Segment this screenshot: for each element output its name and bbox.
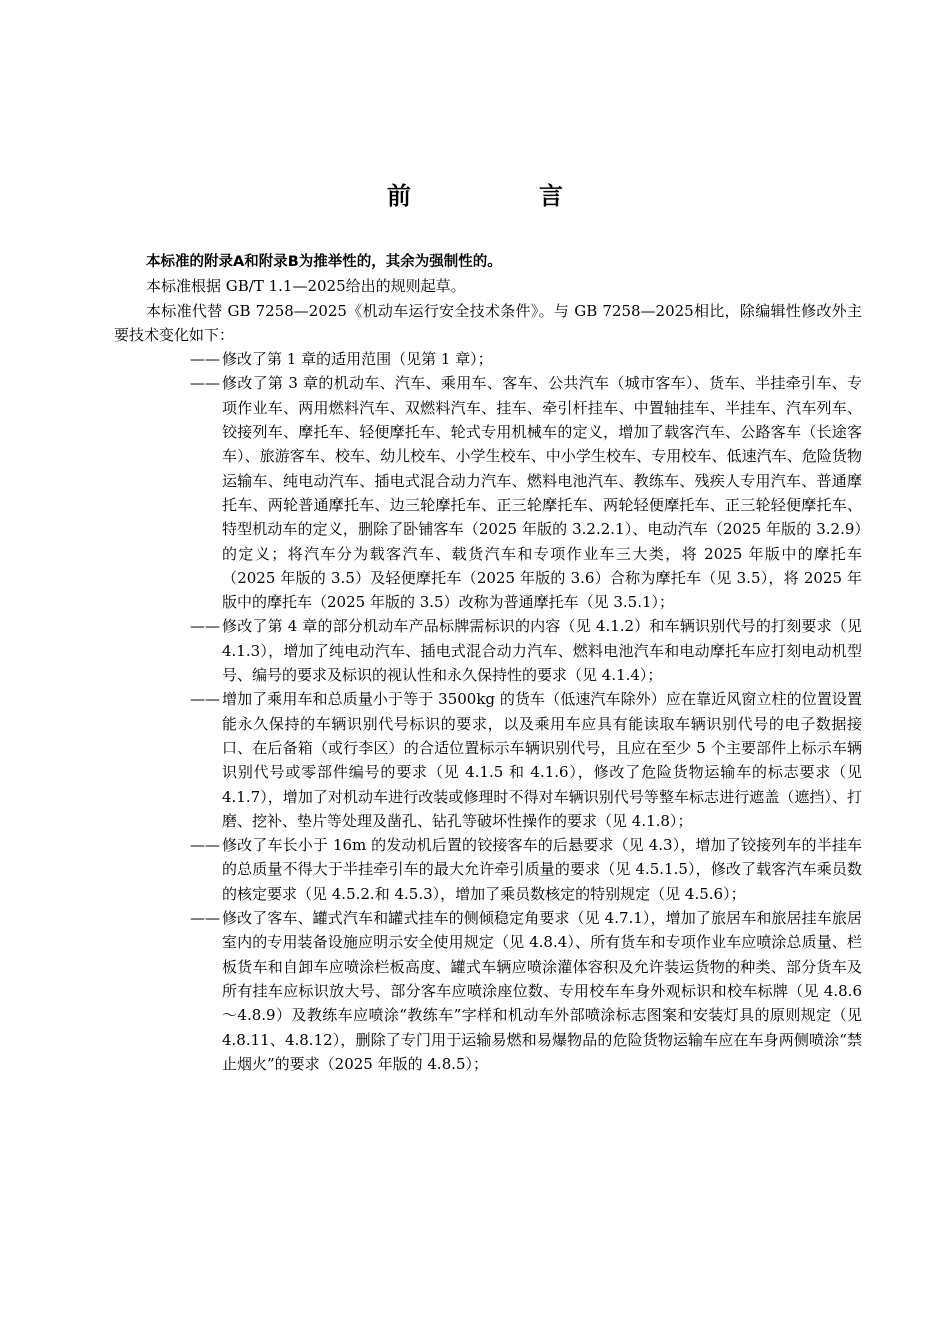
drafting-rules-statement: 本标准根据 GB/T 1.1—2025给出的规则起草。 (146, 277, 466, 296)
change-item (190, 371, 862, 614)
dash-marker: —— (190, 690, 220, 709)
dash-marker: —— (190, 374, 220, 393)
dash-marker: —— (190, 909, 220, 928)
change-item (190, 614, 862, 687)
document-body (114, 250, 862, 1076)
change-item-text: 修改了第 4 章的部分机动车产品标牌需标识的内容（见 4.1.2）和车辆识别代号的打刻要求（见 4.1.3），增加了纯电动汽车、插电式混合动力汽车、燃料电池汽车和电动摩托车应打刻电动机型号、编号的要求及标识的视认性和永久保持性的要求（见 4.1.4）； (222, 617, 862, 685)
annex-statement: 本标准的附录A和附录B为推举性的，其余为强制性的。 (146, 254, 502, 270)
change-item-text: 修改了客车、罐式汽车和罐式挂车的侧倾稳定角要求（见 4.7.1），增加了旅居车和旅居挂车旅居室内的专用装备设施应明示安全使用规定（见 4.8.4）、所有货车和专项作业车应喷涂总质量、栏板货车和自卸车应喷涂栏板高度、罐式车辆应喷涂灌体容积及允许装运货物的种类、部分货车及所有挂车应标识放大号、部分客车应喷涂座位数、专用校车车身外观标识和校车标牌（见 4.8.6～4.8.9）及教练车应喷涂“教练车”字样和机动车外部喷涂标志图案和安装灯具的原则规定（见 4.8.11、4.8.12），删除了专门用于运输易燃和易爆物品的危险货物运输车应在车身两侧喷涂“禁止烟火”的要求（2025 年版的 4.8.5）； (222, 909, 862, 1073)
page-title: 前 言 (387, 181, 615, 210)
change-item-text: 修改了车长小于 16m 的发动机后置的铰接客车的后悬要求（见 4.3），增加了铰接列车的半挂车的总质量不得大于半挂牵引车的最大允许牵引质量的要求（见 4.5.1.5），修改了载客汽车乘员数的核定要求（见 4.5.2.和 4.5.3），增加了乘员数核定的特别规定（见 4.5.6）； (222, 836, 862, 903)
dash-marker: —— (190, 836, 220, 855)
change-item-text: 修改了第 1 章的适用范围（见第 1 章）； (222, 350, 493, 369)
change-item-text: 修改了第 3 章的机动车、汽车、乘用车、客车、公共汽车（城市客车）、货车、半挂牵引车、专项作业车、两用燃料汽车、双燃料汽车、挂车、牵引杆挂车、中置轴挂车、半挂车、汽车列车、铰接列车、摩托车、轻便摩托车、轮式专用机械车的定义，增加了载客汽车、公路客车（长途客车）、旅游客车、校车、幼儿校车、小学生校车、中小学生校车、专用校车、低速汽车、危险货物运输车、纯电动汽车、插电式混合动力汽车、燃料电池汽车、教练车、残疾人专用汽车、普通摩托车、两轮普通摩托车、边三轮摩托车、正三轮摩托车、两轮轻便摩托车、正三轮轻便摩托车、特型机动车的定义，删除了卧铺客车（2025 年版的 3.2.2.1）、电动汽车（2025 年版的 3.2.9）的定义；将汽车分为载客汽车、载货汽车和专项作业车三大类，将 2025 年版中的摩托车（2025 年版的 3.5）及轻便摩托车（2025 年版的 3.6）合称为摩托车（见 3.5），将 2025 年版中的摩托车（2025 年版的 3.5）改称为普通摩托车（见 3.5.1）； (222, 374, 862, 612)
dash-marker: —— (190, 350, 220, 369)
change-item (190, 347, 862, 371)
change-item-text: 增加了乘用车和总质量小于等于 3500kg 的货车（低速汽车除外）应在靠近风窗立柱的位置设置能永久保持的车辆识别代号标识的要求，以及乘用车应具有能读取车辆识别代号的电子数据接口、在后备箱（或行李区）的合适位置标示车辆识别代号，且应在至少 5 个主要部件上标示车辆识别代号或零部件编号的要求（见 4.1.5 和 4.1.6），修改了危险货物运输车的标志要求（见 4.1.7），增加了对机动车进行改装或修理时不得对车辆识别代号等整车标志进行遮盖（遮挡）、打磨、挖补、垫片等处理及凿孔、钻孔等破坏性操作的要求（见 4.1.8）； (222, 690, 862, 830)
change-item (190, 833, 862, 906)
dash-marker: —— (190, 617, 220, 636)
change-item (190, 906, 862, 1076)
replacement-statement: 本标准代替 GB 7258—2025《机动车运行安全技术条件》。与 GB 7258—2025相比，除编辑性修改外主要技术变化如下： (114, 301, 862, 344)
change-item (190, 687, 862, 833)
